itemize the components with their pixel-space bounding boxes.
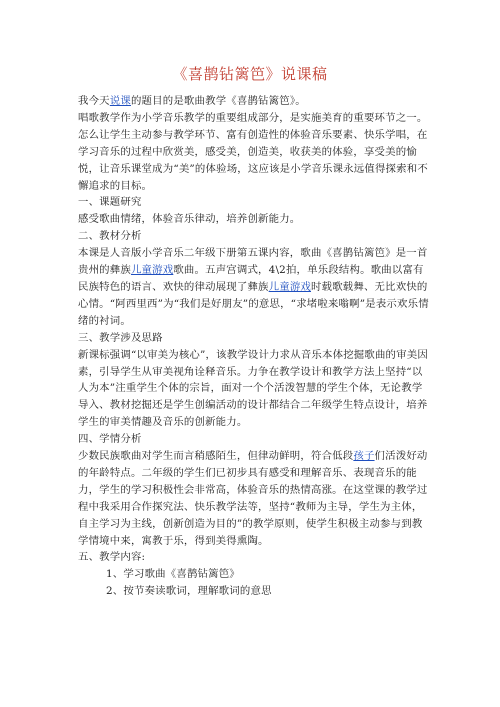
text-run: 时载歌载舞、无比欢快的心情。“阿西里西”为“我们是好朋友”的意思，“求堵啦来嗡啊”是表示欢乐情绪的衬词。 [78, 280, 429, 327]
section-5-heading: 五、教学内容: [78, 551, 146, 564]
section-4-text [78, 448, 430, 549]
intro-paragraph-2: 唱歌教学作为小学音乐教学的重要组成部分，是实施美育的重要环节之一。怎么让学生主动参与教学环节、富有创造性的体验音乐要素、快乐学唱，在学习音乐的过程中欣赏美，感受美，创造美，收获美的体验，享受美的愉悦，让音乐课堂成为“美”的体验场，这应该是小学音乐课永远值得探索和不懈追求的目标。 [78, 111, 428, 192]
section-3-heading: 三、教学涉及思路 [78, 331, 163, 344]
text-run: 歌曲。五声宫调式，4\2拍，单乐段结构。歌曲以富有民族特色的语言、欢快的律动展现了彝族 [78, 264, 424, 293]
text-run: 们活泼好动的年龄特点。二年级的学生们已初步具有感受和理解音乐、表现音乐的能力，学生的学习积极性会非常高，体验音乐的热情高涨。在这堂课的教学过程中我采用合作探究法、快乐教学法等，坚持“教师为主导，学生为主体，自主学习为主线，创新创造为目的”的教学原则，使学生积极主动参与到教学情境中来，寓教于乐，得到美得熏陶。 [78, 450, 428, 547]
list-item: 1、学习歌曲《喜鹊钻篱笆》 [106, 568, 240, 581]
section-2-text [78, 245, 430, 330]
section-1-heading: 一、课题研究 [78, 196, 142, 209]
list-item: 2、按节奏读歌词，理解歌词的意思 [106, 585, 272, 598]
intro-paragraph-1 [78, 93, 430, 110]
link-shuoke[interactable]: 说课 [109, 95, 131, 107]
text-run: 少数民族歌曲对学生而言稍感陌生，但律动鲜明，符合低段 [78, 450, 354, 463]
section-1-text: 感受歌曲情绪，体验音乐律动，培养创新能力。 [78, 213, 301, 226]
section-4-heading: 四、学情分析 [78, 433, 142, 446]
link-haizi[interactable]: 孩子 [353, 450, 375, 463]
link-ertong-youxi-1[interactable]: 儿童游戏 [130, 264, 174, 277]
text-run: 的题目的是歌曲教学《喜鹊钻篱笆》。 [130, 95, 306, 107]
document-title: 《喜鹊钻篱笆》说课稿 [172, 65, 328, 83]
section-3-text: 新课标强调“以审美为核心”，该教学设计力求从音乐本体挖掘歌曲的审美因素，引导学生从审美视角诠释音乐。力争在教学设计和教学方法上坚持“以人为本”注重学生个体的宗旨，面对一个个活泼智慧的学生个体，无论教学导入、教材挖掘还是学生创编活动的设计都结合二年级学生特点设计，培养学生的审美情趣及音乐的创新能力。 [78, 348, 428, 429]
section-2-heading: 二、教材分析 [78, 230, 142, 243]
text-run: 我今天 [78, 95, 110, 107]
link-ertong-youxi-2[interactable]: 儿童游戏 [268, 280, 312, 293]
text-run: 本课是人音版小学音乐二年级下册第五课内容，歌曲《喜鹊钻篱笆》是一首贵州的彝族 [78, 247, 428, 277]
document-body [78, 93, 430, 600]
